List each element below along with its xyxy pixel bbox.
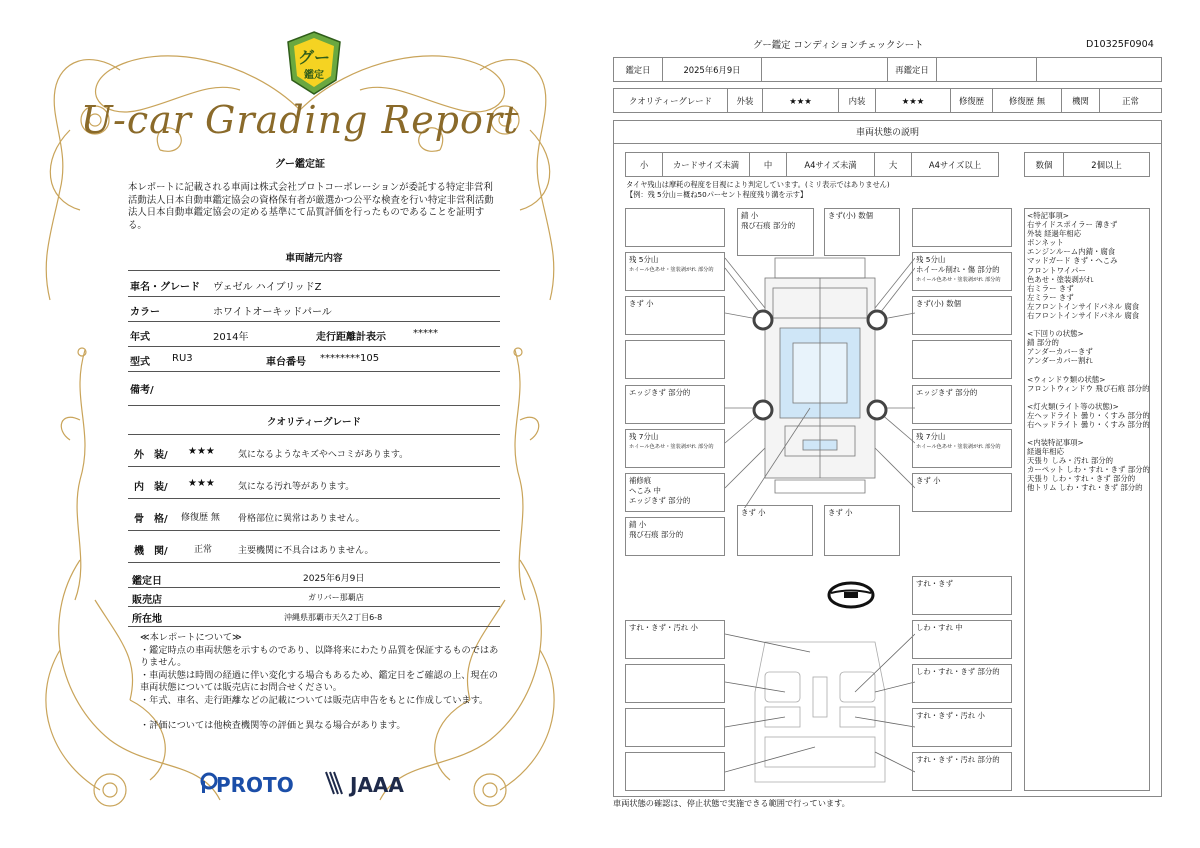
grade-engine-desc: 主要機関に不具合はありません。 bbox=[238, 546, 374, 556]
car-name-value: ヴェゼル ハイブリッドZ bbox=[213, 282, 322, 293]
year-value: 2014年 bbox=[213, 332, 249, 343]
special-note-line: 右フロントインサイドパネル 腐食 bbox=[1027, 311, 1140, 321]
special-note-line: 右サイドスポイラー 薄きず bbox=[1027, 220, 1118, 230]
car-exterior-diagram bbox=[725, 248, 915, 508]
interior-condition-box bbox=[625, 708, 725, 747]
car-name-label: 車名・グレード bbox=[130, 282, 200, 293]
special-note-line: 色あせ・塗装剥がれ bbox=[1027, 274, 1094, 284]
special-note-line: アンダーカバーきず bbox=[1027, 347, 1093, 357]
year-label: 年式 bbox=[130, 332, 150, 343]
divider bbox=[128, 626, 500, 627]
size-large-label: 大 bbox=[874, 152, 912, 177]
jaaa-logo-icon bbox=[324, 770, 346, 796]
special-note-line bbox=[1027, 366, 1151, 375]
exterior-condition-box: きず 小 bbox=[824, 505, 900, 556]
grade-exterior-label: 外 装/ bbox=[134, 450, 168, 461]
divider bbox=[128, 466, 500, 467]
special-note-line: 経過年相応 bbox=[1027, 447, 1064, 457]
size-large-desc: A4サイズ以上 bbox=[911, 152, 999, 177]
grade-engine-label: 機 関/ bbox=[134, 546, 168, 557]
special-note-line: エンジンルーム内錆・腐食 bbox=[1027, 247, 1116, 257]
grade-engine-value: 正常 bbox=[194, 545, 213, 555]
date-value: 2025年6月9日 bbox=[303, 574, 365, 584]
grade-frame-label: 骨 格/ bbox=[134, 514, 168, 525]
special-note-line: 左ヘッドライト 曇り・くすみ 部分的 bbox=[1027, 410, 1150, 420]
special-note-line: <下回りの状態> bbox=[1027, 329, 1084, 339]
interior-condition-box: しわ・すれ 中 bbox=[912, 620, 1012, 659]
tire-note-1: タイヤ残山は摩耗の程度を目視により判定しています。(ミリ表示ではありません) bbox=[626, 180, 890, 189]
odometer-value: ***** bbox=[413, 328, 438, 339]
size-mid-label: 中 bbox=[749, 152, 787, 177]
interior-value: ★★★ bbox=[875, 88, 951, 113]
interior-label: 内装 bbox=[838, 88, 876, 113]
certificate-body: 本レポートに記載される車両は株式会社プロトコーポレーションが委託する特定非営利活動法人日本自動車鑑定協会の資格保有者が厳選かつ公平な検査を行い特定非営利活動法人日本自動車鑑定協会の定める基準にて品質評価を行ったものであることを証明する。 bbox=[128, 182, 494, 231]
grade-interior-value: ★★★ bbox=[188, 478, 215, 489]
divider bbox=[128, 371, 500, 372]
divider bbox=[128, 606, 500, 607]
special-note-line bbox=[1027, 320, 1151, 329]
divider bbox=[128, 498, 500, 499]
exterior-condition-box: きず 小 bbox=[737, 505, 813, 556]
special-note-line: カーペット しわ・すれ・きず 部分的 bbox=[1027, 465, 1150, 475]
remarks-label: 備考/ bbox=[130, 385, 154, 396]
date-label: 鑑定日 bbox=[613, 57, 663, 82]
special-note-line: マッドガード きず・へこみ bbox=[1027, 256, 1118, 266]
exterior-condition-box bbox=[912, 340, 1012, 379]
note-item: ・鑑定時点の車両状態を示すものであり、以降将来にわたり品質を保証するものではありません。 bbox=[140, 645, 499, 669]
jaaa-logo-text: JAAA bbox=[350, 773, 404, 797]
date-blank-cell bbox=[761, 57, 888, 82]
special-note-line: 左フロントインサイドパネル 腐食 bbox=[1027, 301, 1140, 311]
exterior-condition-box bbox=[625, 208, 725, 247]
interior-condition-box: しわ・すれ・きず 部分的 bbox=[912, 664, 1012, 703]
exterior-condition-box: きず 小 bbox=[912, 473, 1012, 512]
size-mid-desc: A4サイズ未満 bbox=[786, 152, 875, 177]
engine-value: 正常 bbox=[1099, 88, 1162, 113]
repair-history-label: 修復歴 bbox=[950, 88, 993, 113]
exterior-value: ★★★ bbox=[762, 88, 839, 113]
engine-label: 機関 bbox=[1061, 88, 1100, 113]
special-note-line: <ウィンドウ類の状態> bbox=[1027, 374, 1106, 384]
exterior-condition-box: 残 5分山 ホイール色あせ・塗装剥がれ 部分的 bbox=[625, 252, 725, 291]
special-note-line: ボンネット bbox=[1027, 238, 1064, 248]
shop-label: 販売店 bbox=[132, 595, 162, 606]
document-id: D10325F0904 bbox=[1086, 39, 1154, 50]
special-note-line: <特記事項> bbox=[1027, 211, 1069, 220]
certificate-title: グー鑑定証 bbox=[275, 159, 325, 170]
interior-condition-box: すれ・きず・汚れ 小 bbox=[625, 620, 725, 659]
redate-value bbox=[936, 57, 1037, 82]
exterior-condition-box: 補修痕 へこみ 中 エッジきず 部分的 bbox=[625, 473, 725, 512]
special-note-line: フロントワイパー bbox=[1027, 265, 1086, 275]
repair-history-value: 修復歴 無 bbox=[992, 88, 1062, 113]
special-note-line: <内装特記事項> bbox=[1027, 437, 1084, 447]
special-note-line: 右ヘッドライト 曇り・くすみ 部分的 bbox=[1027, 419, 1150, 429]
grade-interior-desc: 気になる汚れ等があります。 bbox=[238, 482, 355, 492]
proto-logo-text: PROTO bbox=[216, 773, 294, 797]
count-desc: 2個以上 bbox=[1063, 152, 1150, 177]
grade-exterior-value: ★★★ bbox=[188, 446, 215, 457]
address-value: 沖縄県那覇市天久2丁目6-8 bbox=[284, 613, 383, 622]
model-label: 型式 bbox=[130, 357, 150, 368]
special-note-line: 錆 部分的 bbox=[1027, 338, 1059, 348]
count-label: 数個 bbox=[1024, 152, 1064, 177]
exterior-condition-box: 錆 小 飛び石痕 部分的 bbox=[737, 208, 814, 256]
divider bbox=[128, 321, 500, 322]
exterior-condition-box: 錆 小 飛び石痕 部分的 bbox=[625, 517, 725, 556]
date-value: 2025年6月9日 bbox=[662, 57, 762, 82]
interior-condition-box: すれ・きず・汚れ 小 bbox=[912, 708, 1012, 747]
divider bbox=[128, 346, 500, 347]
divider bbox=[128, 296, 500, 297]
size-small-label: 小 bbox=[625, 152, 663, 177]
exterior-condition-box: 残 7分山 ホイール色あせ・塗装剥がれ 部分的 bbox=[625, 429, 725, 468]
model-value: RU3 bbox=[172, 353, 193, 364]
chassis-label: 車台番号 bbox=[266, 357, 306, 368]
chassis-value: ********105 bbox=[320, 353, 380, 364]
note-item: ・車両状態は時間の経過に伴い変化する場合もあるため、鑑定日をご確認の上、現在の車両状態については販売店にお問合せください。 bbox=[140, 670, 498, 694]
interior-condition-box: すれ・きず bbox=[912, 576, 1012, 615]
special-note-line: 左ミラー きず bbox=[1027, 292, 1074, 302]
footer-note: 車両状態の確認は、停止状態で実施できる範囲で行っています。 bbox=[613, 798, 850, 808]
special-note-line: フロントウィンドウ 飛び石痕 部分的 bbox=[1027, 383, 1150, 393]
divider bbox=[128, 562, 500, 563]
goo-kantei-badge-icon bbox=[284, 30, 344, 96]
quality-grade-label: クオリティーグレード bbox=[613, 88, 728, 113]
shop-value: ガリバー那覇店 bbox=[308, 593, 364, 602]
special-note-line: アンダーカバー割れ bbox=[1027, 356, 1093, 366]
interior-condition-box: すれ・きず・汚れ 部分的 bbox=[912, 752, 1012, 791]
exterior-condition-box: きず 小 bbox=[625, 296, 725, 335]
exterior-condition-box: 残 5分山 ホイール削れ・傷 部分的 ホイール色あせ・塗装剥がれ 部分的 bbox=[912, 252, 1012, 291]
date-label: 鑑定日 bbox=[132, 576, 162, 587]
exterior-condition-box bbox=[912, 208, 1012, 247]
divider bbox=[128, 405, 500, 406]
svg-text:鑑定: 鑑定 bbox=[304, 70, 324, 81]
special-note-line: <灯火類(ライト等の状態)> bbox=[1027, 401, 1119, 411]
note-item: ・評価については他検査機関等の評価と異なる場合があります。 bbox=[140, 720, 406, 731]
special-note-line: 他トリム しわ・すれ・きず 部分的 bbox=[1027, 483, 1143, 493]
odometer-label: 走行距離計表示 bbox=[316, 332, 386, 343]
svg-text:グー: グー bbox=[297, 48, 331, 67]
redate-blank-cell bbox=[1036, 57, 1162, 82]
redate-label: 再鑑定日 bbox=[887, 57, 937, 82]
report-script-title: U-car Grading Report bbox=[80, 98, 520, 142]
exterior-condition-box: 残 7分山 ホイール色あせ・塗装剥がれ 部分的 bbox=[912, 429, 1012, 468]
sheet-title: グー鑑定 コンディションチェックシート bbox=[753, 40, 924, 51]
exterior-label: 外装 bbox=[727, 88, 763, 113]
notes-title: ≪本レポートについて≫ bbox=[140, 632, 242, 643]
interior-condition-box bbox=[625, 664, 725, 703]
color-label: カラー bbox=[130, 307, 160, 318]
grade-title: クオリティーグレード bbox=[266, 417, 362, 428]
address-label: 所在地 bbox=[132, 614, 162, 625]
exterior-condition-box: エッジきず 部分的 bbox=[912, 385, 1012, 424]
steering-wheel-icon bbox=[826, 580, 876, 610]
divider bbox=[128, 587, 500, 588]
divider bbox=[128, 530, 500, 531]
special-note-line bbox=[1027, 429, 1151, 438]
special-note-line bbox=[1027, 393, 1151, 402]
car-interior-diagram bbox=[725, 632, 915, 792]
color-value: ホワイトオーキッドパール bbox=[213, 307, 332, 318]
interior-condition-box bbox=[625, 752, 725, 791]
state-title: 車両状態の説明 bbox=[613, 120, 1162, 144]
grade-frame-value: 修復歴 無 bbox=[181, 513, 220, 523]
exterior-condition-box bbox=[625, 340, 725, 379]
specs-title: 車両諸元内容 bbox=[285, 253, 343, 264]
exterior-condition-box: きず(小) 数個 bbox=[912, 296, 1012, 335]
exterior-condition-box: エッジきず 部分的 bbox=[625, 385, 725, 424]
special-note-line: 右ミラー きず bbox=[1027, 283, 1074, 293]
tire-note-2: 【例：残 5分山＝概ね50パーセント程度残り溝を示す】 bbox=[626, 190, 808, 199]
grade-frame-desc: 骨格部位に異常はありません。 bbox=[238, 514, 365, 524]
exterior-condition-box: きず(小) 数個 bbox=[824, 208, 900, 256]
grade-interior-label: 内 装/ bbox=[134, 482, 168, 493]
divider bbox=[128, 270, 500, 271]
special-note-line: 天張り しわ・すれ・きず 部分的 bbox=[1027, 474, 1136, 484]
note-item: ・年式、車名、走行距離などの記載については販売店申告をもとに作成しています。 bbox=[140, 695, 489, 706]
size-small-desc: カードサイズ未満 bbox=[662, 152, 750, 177]
divider bbox=[128, 434, 500, 435]
special-notes-list bbox=[1027, 211, 1151, 493]
special-note-line: 天張り しみ・汚れ 部分的 bbox=[1027, 456, 1113, 466]
special-note-line: 外装 経過年相応 bbox=[1027, 229, 1082, 239]
grade-exterior-desc: 気になるようなキズやヘコミがあります。 bbox=[238, 450, 409, 460]
